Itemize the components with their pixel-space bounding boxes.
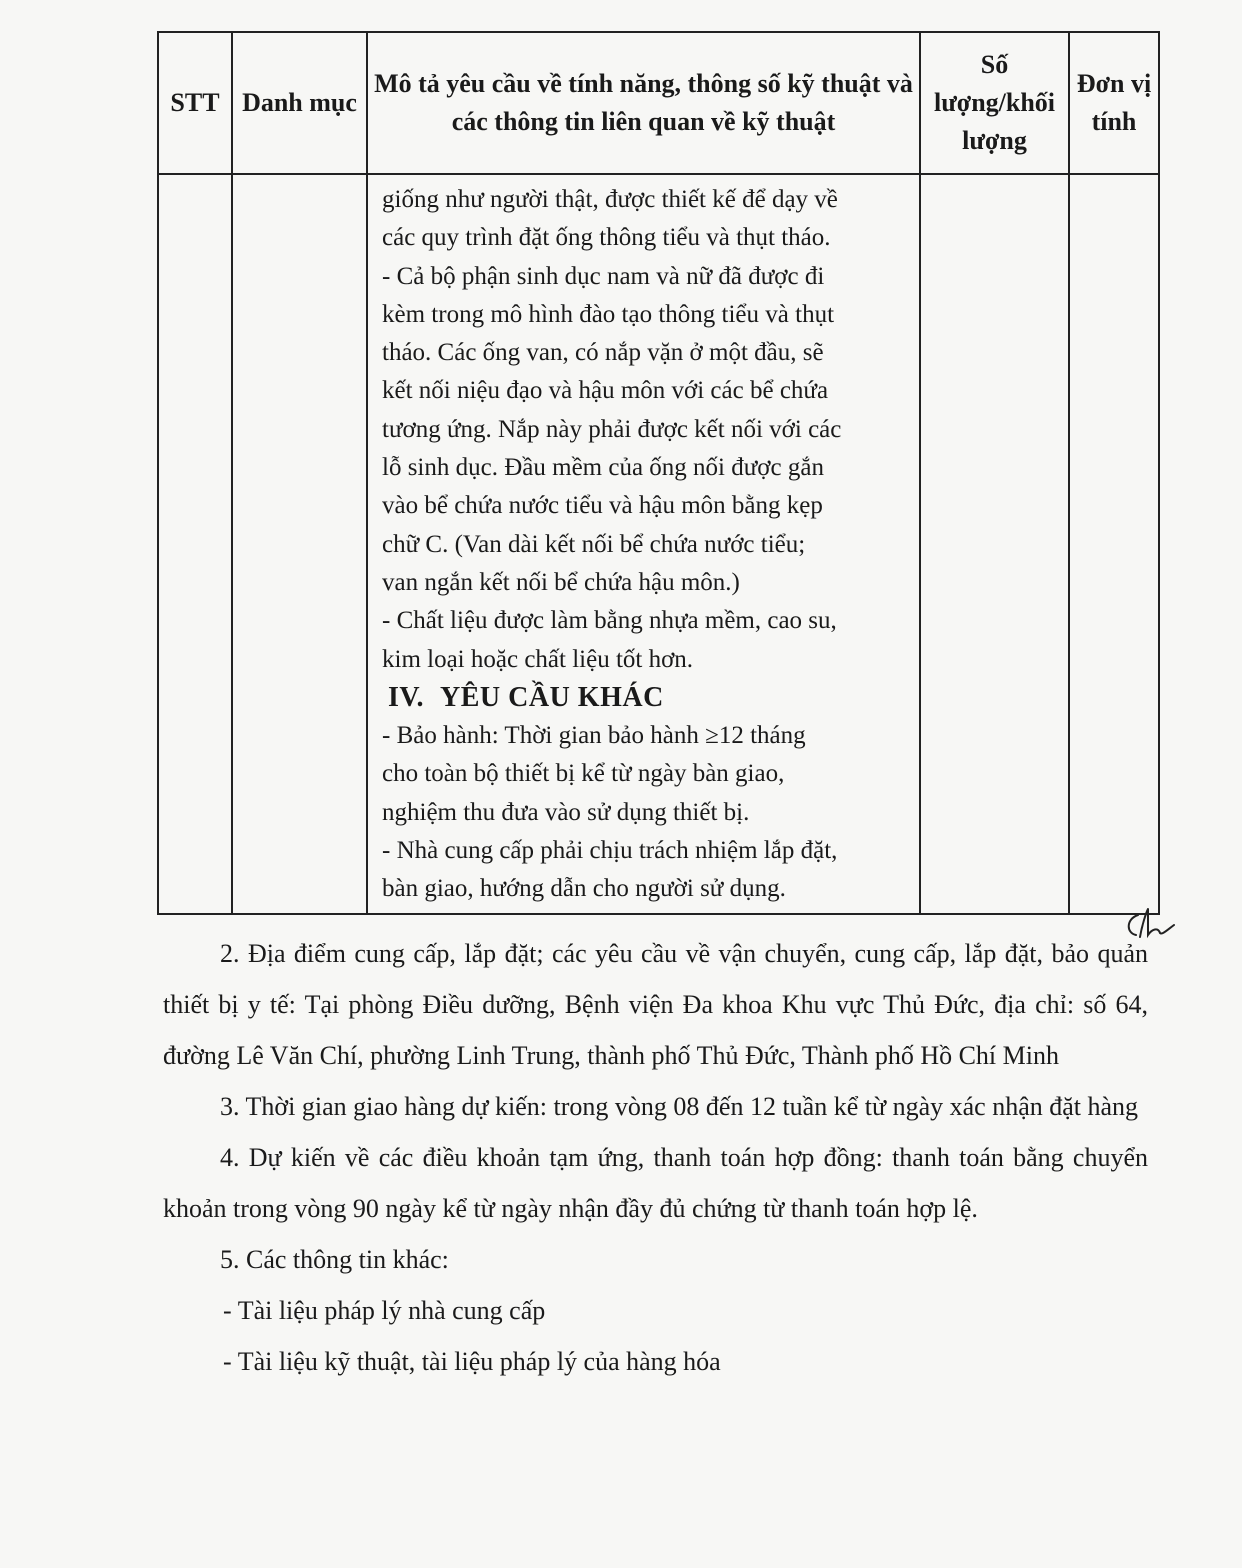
desc-line: - Cả bộ phận sinh dục nam và nữ đã được đi [382,262,825,290]
paragraph-delivery-location: 2. Địa điểm cung cấp, lắp đặt; các yêu cầu về vận chuyển, cung cấp, lắp đặt, bảo quản thiết bị y tế: Tại phòng Điều dưỡng, Bệnh viện Đa khoa Khu vực Thủ Đức, địa chỉ: số 64, đường Lê Văn Chí, phường Linh Trung, thành phố Thủ Đức, Thành phố Hồ Chí Minh [163,939,1148,1070]
list-item: - Tài liệu pháp lý nhà cung cấp [223,1296,546,1325]
desc-line: nghiệm thu đưa vào sử dụng thiết bị. [382,798,750,826]
desc-line: tương ứng. Nắp này phải được kết nối với các [382,415,842,443]
section-title: YÊU CẦU KHÁC [440,681,664,713]
header-quantity: Số lượng/khối lượng [920,32,1069,174]
table-header-row [158,32,1159,174]
desc-line: - Nhà cung cấp phải chịu trách nhiệm lắp đặt, [382,837,838,865]
desc-line: các quy trình đặt ống thông tiểu và thụt tháo. [382,224,831,252]
desc-line: giống như người thật, được thiết kế để dạy về [382,186,838,213]
desc-line: chữ C. (Van dài kết nối bể chứa nước tiểu; [382,530,806,558]
header-description: Mô tả yêu cầu về tính năng, thông số kỹ thuật và các thông tin liên quan về kỹ thuật [367,32,920,174]
header-unit: Đơn vị tính [1069,32,1159,174]
desc-line: vào bể chứa nước tiểu và hậu môn bằng kẹp [382,492,823,520]
header-category: Danh mục [232,32,367,174]
desc-line: tháo. Các ống van, có nắp vặn ở một đầu, sẽ [382,339,824,367]
section-heading [382,679,913,717]
desc-line: - Chất liệu được làm bằng nhựa mềm, cao su, [382,607,837,635]
cell-category [232,174,367,914]
desc-line: kèm trong mô hình đào tạo thông tiểu và thụt [382,300,835,328]
section-number: IV. [388,681,425,713]
document-body [163,928,1148,1387]
paragraph-other-info: 5. Các thông tin khác: [220,1245,449,1274]
desc-line: lỗ sinh dục. Đầu mềm của ống nối được gắn [382,454,824,482]
table-row [158,174,1159,914]
header-stt: STT [158,32,232,174]
list-item: - Tài liệu kỹ thuật, tài liệu pháp lý của hàng hóa [223,1347,721,1376]
desc-line: van ngắn kết nối bể chứa hậu môn.) [382,568,740,596]
cell-unit [1069,174,1159,914]
specification-table [157,31,1160,915]
cell-stt [158,174,232,914]
cell-description [367,174,920,914]
desc-line: kim loại hoặc chất liệu tốt hơn. [382,645,694,673]
paragraph-payment-terms: 4. Dự kiến về các điều khoản tạm ứng, thanh toán hợp đồng: thanh toán bằng chuyển khoản trong vòng 90 ngày kể từ ngày nhận đầy đủ chứng từ thanh toán hợp lệ. [163,1143,1148,1223]
desc-line: cho toàn bộ thiết bị kể từ ngày bàn giao, [382,760,785,788]
desc-line: - Bảo hành: Thời gian bảo hành ≥12 tháng [382,722,806,750]
desc-line: bàn giao, hướng dẫn cho người sử dụng. [382,875,786,903]
desc-line: kết nối niệu đạo và hậu môn với các bể chứa [382,377,829,405]
paragraph-delivery-time: 3. Thời gian giao hàng dự kiến: trong vòng 08 đến 12 tuần kể từ ngày xác nhận đặt hàng [220,1092,1139,1121]
cell-quantity [920,174,1069,914]
